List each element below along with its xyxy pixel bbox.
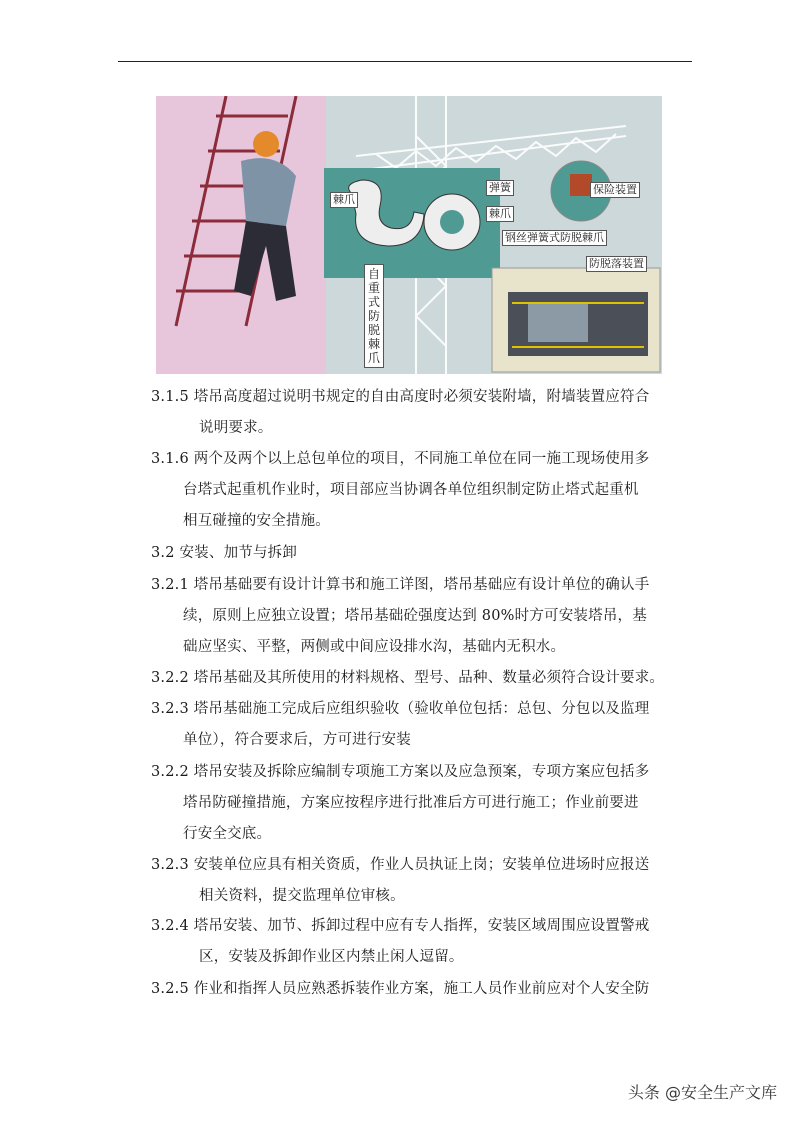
clause-line: 3.2.3 塔吊基础施工完成后应组织验收（验收单位包括：总包、分包以及监理 — [151, 701, 650, 717]
safety-illustration — [156, 96, 662, 374]
clause-line: 相关资料，提交监理单位审核。 — [199, 888, 405, 904]
source-watermark: 头条 @安全生产文库 — [627, 1083, 777, 1102]
clause-3-1-6 — [151, 444, 696, 537]
clause-3-2-3b — [151, 850, 696, 912]
clause-line: 行安全交底。 — [183, 826, 272, 842]
clause-3-2-3a — [151, 694, 696, 756]
clause-line: 3.2.1 塔吊基础要有设计计算书和施工详图，塔吊基础应有设计单位的确认手 — [151, 577, 650, 593]
clause-line: 3.2.2 塔吊安装及拆除应编制专项施工方案以及应急预案，专项方案应包括多 — [151, 764, 650, 780]
section-3-2-heading — [151, 538, 696, 569]
clause-line: 相互碰撞的安全措施。 — [183, 513, 330, 529]
header-rule — [118, 61, 692, 62]
clause-line: 3.1.5 塔吊高度超过说明书规定的自由高度时必须安装附墙，附墙装置应符合 — [151, 389, 650, 405]
clause-line: 说明要求。 — [199, 420, 273, 436]
clause-3-2-4 — [151, 911, 696, 973]
label-wire-spring-claw: 钢丝弹簧式防脱棘爪 — [502, 230, 607, 246]
clause-3-2-1 — [151, 570, 696, 663]
clause-line: 单位），符合要求后，方可进行安装 — [183, 732, 411, 748]
clause-line: 塔吊防碰撞措施，方案应按程序进行批准后方可进行施工；作业前要进 — [183, 795, 639, 811]
label-hook-claw-right: 棘爪 — [486, 206, 514, 222]
clause-line: 础应坚实、平整，两侧或中间应设排水沟，基础内无积水。 — [183, 639, 566, 655]
label-hook-claw-left: 棘爪 — [330, 192, 358, 208]
label-safety-device: 保险装置 — [590, 182, 640, 198]
clause-3-2-2b — [151, 757, 696, 850]
section-heading: 3.2 安装、加节与拆卸 — [151, 545, 298, 561]
clause-line: 3.2.5 作业和指挥人员应熟悉拆装作业方案，施工人员作业前应对个人安全防 — [151, 981, 650, 997]
clause-line: 3.2.3 安装单位应具有相关资质，作业人员执证上岗；安装单位进场时应报送 — [151, 857, 650, 873]
label-spring: 弹簧 — [486, 180, 514, 196]
label-anti-fall-device: 防脱落装置 — [586, 256, 647, 272]
clause-line: 3.2.2 塔吊基础及其所使用的材料规格、型号、品种、数量必须符合设计要求。 — [151, 670, 665, 686]
clause-3-2-2a — [151, 663, 696, 694]
clause-line: 3.1.6 两个及两个以上总包单位的项目，不同施工单位在同一施工现场使用多 — [151, 451, 650, 467]
label-gravity-claw: 自重式防脱棘爪 — [364, 264, 384, 368]
clause-line: 续，原则上应独立设置；塔吊基础砼强度达到 80%时方可安装塔吊，基 — [183, 608, 647, 624]
clause-line: 台塔式起重机作业时，项目部应当协调各单位组织制定防止塔式起重机 — [183, 482, 639, 498]
clause-line: 区，安装及拆卸作业区内禁止闲人逗留。 — [199, 949, 464, 965]
clause-3-2-5 — [151, 974, 696, 1005]
clause-3-1-5 — [151, 382, 696, 444]
clause-line: 3.2.4 塔吊安装、加节、拆卸过程中应有专人指挥，安装区域周围应设置警戒 — [151, 918, 650, 934]
